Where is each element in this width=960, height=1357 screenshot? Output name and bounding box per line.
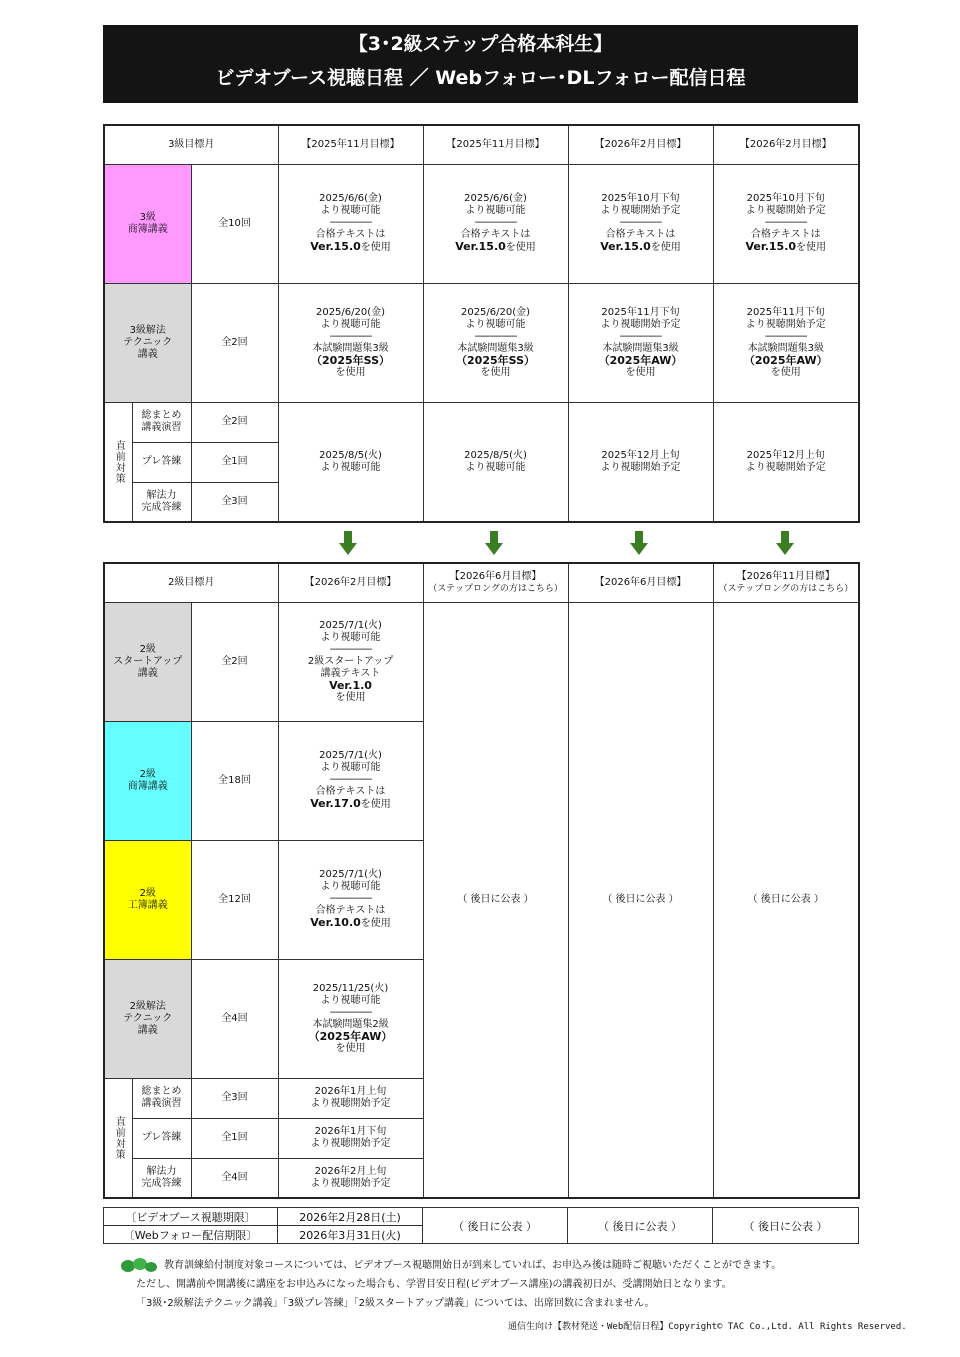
course-count: 全2回 xyxy=(191,602,278,721)
later-announcement-cell: （ 後日に公表 ） xyxy=(423,1208,568,1244)
level3-table xyxy=(103,124,860,523)
level3-target-2: 【2025年11月目標】 xyxy=(423,125,568,164)
course-name-3-technique: 3級解法 テクニック 講義 xyxy=(104,283,191,402)
video-deadline-label: 〔ビデオブース視聴期限〕 xyxy=(104,1208,278,1226)
level2-target-4: 【2026年11月目標】 （ステップロングの方はこちら） xyxy=(713,563,859,602)
video-deadline-date: 2026年2月28日(土) xyxy=(278,1208,423,1226)
schedule-cell: 2025/11/25(火) より視聴可能 ---------------- 本試験問題集2級 （2025年AW） を使用 xyxy=(278,959,423,1078)
schedule-cell: 2025/8/5(火) より視聴可能 xyxy=(423,402,568,522)
final-row-name: プレ答練 xyxy=(132,1118,191,1158)
schedule-cell: 2025年10月下旬 より視聴開始予定 ---------------- 合格テキストは Ver.15.0を使用 xyxy=(713,164,859,283)
notes xyxy=(120,1256,880,1313)
level2-title: 2級目標月 xyxy=(104,563,278,602)
level3-target-1: 【2025年11月目標】 xyxy=(278,125,423,164)
schedule-cell: 2025/7/1(火) より視聴可能 ---------------- 合格テキストは Ver.17.0を使用 xyxy=(278,721,423,840)
course-name-3-shobo: 3級 商簿講義 xyxy=(104,164,191,283)
down-arrow-icon xyxy=(776,531,794,555)
schedule-cell: 2026年2月上旬 より視聴開始予定 xyxy=(278,1158,423,1198)
final-row-name: 解法力 完成答練 xyxy=(132,1158,191,1198)
schedule-cell: 2026年1月下旬 より視聴開始予定 xyxy=(278,1118,423,1158)
schedule-cell: 2025年11月下旬 より視聴開始予定 ---------------- 本試験問題集3級 （2025年AW） を使用 xyxy=(713,283,859,402)
note-line: ただし、開講前や開講後に講座をお申込みになった場合も、学習目安日程(ビデオブース講座)の講義初日が、受講開始日となります。 xyxy=(136,1279,732,1290)
final-row-name: 総まとめ 講義演習 xyxy=(132,1078,191,1118)
course-name-2-technique: 2級解法 テクニック 講義 xyxy=(104,959,191,1078)
schedule-cell: 2025年12月上旬 より視聴開始予定 xyxy=(568,402,713,522)
final-row-name: 解法力 完成答練 xyxy=(132,482,191,522)
schedule-cell: 2025年12月上旬 より視聴開始予定 xyxy=(713,402,859,522)
header-title: 【3･2級ステップ合格本科生】 xyxy=(348,33,613,55)
later-announcement-cell: （ 後日に公表 ） xyxy=(713,1208,859,1244)
level2-table xyxy=(103,562,860,1199)
web-deadline-date: 2026年3月31日(火) xyxy=(278,1226,423,1244)
final-prep-label: 直前対策 xyxy=(104,1078,132,1198)
course-count: 全3回 xyxy=(191,482,278,522)
level2-target-2: 【2026年6月目標】 （ステップロングの方はこちら） xyxy=(423,563,568,602)
course-count: 全4回 xyxy=(191,959,278,1078)
level3-target-4: 【2026年2月目標】 xyxy=(713,125,859,164)
course-count: 全3回 xyxy=(191,1078,278,1118)
level3-title: 3級目標月 xyxy=(104,125,278,164)
course-count: 全12回 xyxy=(191,840,278,959)
course-count: 全4回 xyxy=(191,1158,278,1198)
final-prep-label: 直前対策 xyxy=(104,402,132,522)
course-count: 全1回 xyxy=(191,1118,278,1158)
course-count: 全18回 xyxy=(191,721,278,840)
schedule-cell: 2025/7/1(火) より視聴可能 ---------------- 2級スタートアップ 講義テキスト Ver.1.0 を使用 xyxy=(278,602,423,721)
down-arrow-icon xyxy=(339,531,357,555)
copyright: 通信生向け【教材発送・Web配信日程】Copyright© TAC Co.,Ltd. All Rights Reserved. xyxy=(508,1322,907,1332)
schedule-cell: 2025/6/20(金) より視聴可能 ---------------- 本試験問題集3級 （2025年SS） を使用 xyxy=(423,283,568,402)
level2-target-3: 【2026年6月目標】 xyxy=(568,563,713,602)
header-subtitle: ビデオブース視聴日程 ／ Webフォロー･DLフォロー配信日程 xyxy=(215,67,746,89)
level2-target-1: 【2026年2月目標】 xyxy=(278,563,423,602)
later-announcement-cell: （ 後日に公表 ） xyxy=(423,602,568,1198)
note-line: 教育訓練給付制度対象コースについては、ビデオブース視聴開始日が到来していれば、お申込み後は随時ご視聴いただくことができます。 xyxy=(164,1260,782,1271)
course-name-2-startup: 2級 スタートアップ 講義 xyxy=(104,602,191,721)
leaf-logo-icon xyxy=(120,1257,160,1273)
later-announcement-cell: （ 後日に公表 ） xyxy=(568,602,713,1198)
schedule-cell: 2025年11月下旬 より視聴開始予定 ---------------- 本試験問題集3級 （2025年AW） を使用 xyxy=(568,283,713,402)
web-deadline-label: 〔Webフォロー配信期限〕 xyxy=(104,1226,278,1244)
schedule-cell: 2025/7/1(火) より視聴可能 ---------------- 合格テキストは Ver.10.0を使用 xyxy=(278,840,423,959)
schedule-cell: 2025年10月下旬 より視聴開始予定 ---------------- 合格テキストは Ver.15.0を使用 xyxy=(568,164,713,283)
final-row-name: 総まとめ 講義演習 xyxy=(132,402,191,442)
schedule-cell: 2025/6/6(金) より視聴可能 ---------------- 合格テキストは Ver.15.0を使用 xyxy=(423,164,568,283)
later-announcement-cell: （ 後日に公表 ） xyxy=(568,1208,713,1244)
later-announcement-cell: （ 後日に公表 ） xyxy=(713,602,859,1198)
down-arrow-icon xyxy=(630,531,648,555)
course-count: 全2回 xyxy=(191,283,278,402)
note-line: 「3級･2級解法テクニック講義」「3級プレ答練」「2級スタートアップ講義」については、出席回数に含まれません。 xyxy=(136,1298,655,1309)
level3-target-3: 【2026年2月目標】 xyxy=(568,125,713,164)
page-header xyxy=(103,25,858,103)
schedule-cell: 2025/6/6(金) より視聴可能 ---------------- 合格テキストは Ver.15.0を使用 xyxy=(278,164,423,283)
schedule-cell: 2026年1月上旬 より視聴開始予定 xyxy=(278,1078,423,1118)
deadline-table xyxy=(103,1207,859,1244)
schedule-cell: 2025/8/5(火) より視聴可能 xyxy=(278,402,423,522)
course-name-2-shobo: 2級 商簿講義 xyxy=(104,721,191,840)
down-arrow-icon xyxy=(485,531,503,555)
course-count: 全10回 xyxy=(191,164,278,283)
final-row-name: プレ答練 xyxy=(132,442,191,482)
course-count: 全1回 xyxy=(191,442,278,482)
course-count: 全2回 xyxy=(191,402,278,442)
schedule-cell: 2025/6/20(金) より視聴可能 ---------------- 本試験問題集3級 （2025年SS） を使用 xyxy=(278,283,423,402)
course-name-2-kobo: 2級 工簿講義 xyxy=(104,840,191,959)
